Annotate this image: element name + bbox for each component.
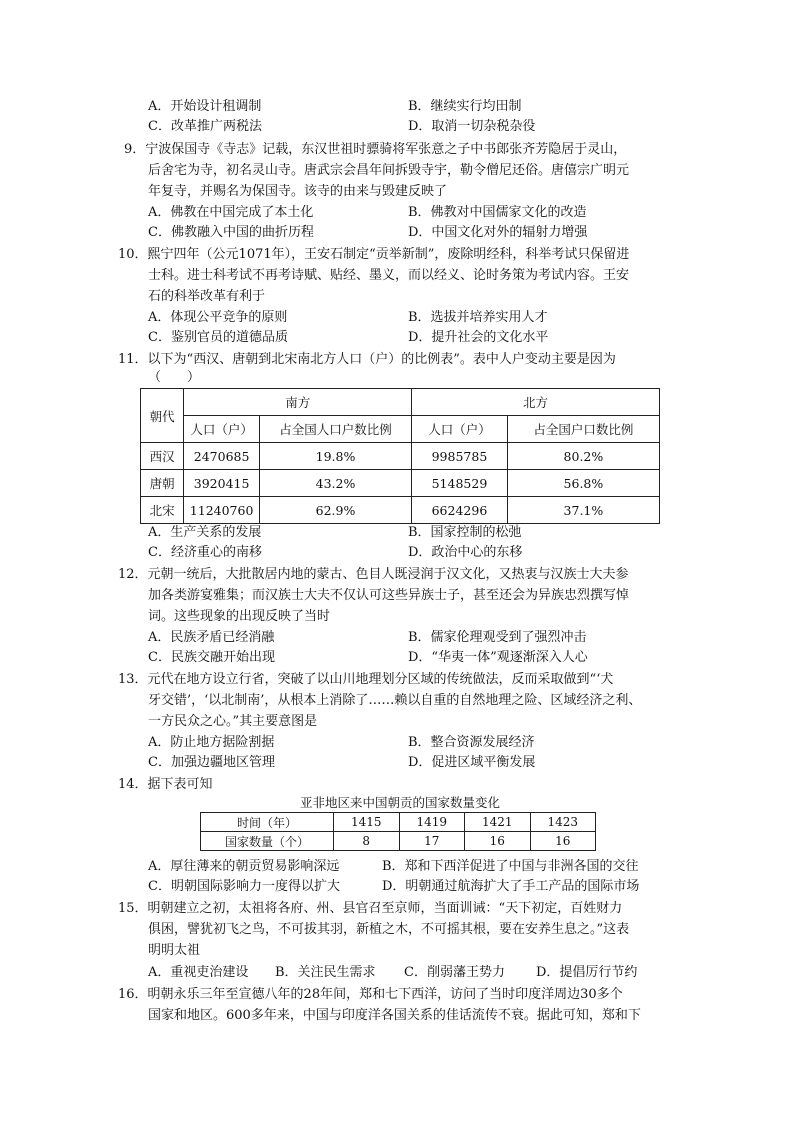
- q8-option-b[interactable]: B．继续实行均田制: [408, 99, 522, 114]
- q11-option-d[interactable]: D．政治中心的东移: [408, 545, 523, 560]
- row-label-year: 时间（年）: [201, 813, 334, 832]
- table-header-south: 南方: [184, 389, 412, 416]
- q16-line-2: 国家和地区。600多年来，中国与印度洋各国关系的佳话流传不衰。据此可知，郑和下: [148, 1008, 641, 1023]
- cell-dynasty: 北宋: [141, 497, 184, 524]
- cell-north-pop: 6624296: [412, 497, 508, 524]
- cell-north-ratio: 80.2%: [507, 443, 659, 470]
- q10-line-2: 士科。进士科考试不再考诗赋、贴经、墨义，而以经义、论时务策为考试内容。王安: [148, 268, 630, 283]
- q8-option-c[interactable]: C．改革推广两税法: [148, 119, 262, 134]
- q13-option-b[interactable]: B．整合资源发展经济: [408, 735, 535, 750]
- cell-year: 1423: [530, 813, 596, 832]
- q13-line-2: 牙交错’，‘以北制南’，从根本上消除了……赖以自重的自然地理之险、区域经济之利、: [148, 693, 642, 708]
- q8-option-d[interactable]: D．取消一切杂税杂役: [408, 119, 536, 134]
- table-row: [141, 497, 660, 524]
- cell-north-pop: 9985785: [412, 443, 508, 470]
- cell-count: 16: [465, 832, 531, 851]
- q14-option-b[interactable]: B．郑和下西洋促进了中国与非洲各国的交往: [382, 859, 639, 874]
- q14-option-c[interactable]: C．明朝国际影响力一度得以扩大: [148, 879, 340, 894]
- q13-option-a[interactable]: A．防止地方据险割据: [148, 735, 275, 750]
- q15-line-1: 15．明朝建立之初，太祖将各府、州、县官召至京师，当面训诫：“天下初定，百姓财力: [118, 901, 623, 916]
- q11-option-b[interactable]: B．国家控制的松弛: [408, 525, 522, 540]
- q10-line-1: 10．熙宁四年（公元1071年），王安石制定“贡举新制”，废除明经科，科举考试只保留进: [118, 247, 630, 262]
- q10-option-c[interactable]: C．鉴别官员的道德品质: [148, 330, 288, 345]
- q15-option-b[interactable]: B．关注民生需求: [275, 965, 376, 980]
- cell-south-ratio: 19.8%: [259, 443, 411, 470]
- q14-tribute-table: [200, 812, 596, 851]
- q8-option-a[interactable]: A．开始设计租调制: [148, 99, 262, 114]
- q13-option-c[interactable]: C．加强边疆地区管理: [148, 755, 275, 770]
- q12-line-3: 词。这些现象的出现反映了当时: [148, 609, 331, 624]
- cell-south-pop: 3920415: [184, 470, 260, 497]
- cell-north-ratio: 37.1%: [507, 497, 659, 524]
- cell-dynasty: 西汉: [141, 443, 184, 470]
- table-header-north-ratio: 占全国户口数比例: [507, 416, 659, 443]
- q10-option-d[interactable]: D．提升社会的文化水平: [408, 330, 549, 345]
- cell-north-ratio: 56.8%: [507, 470, 659, 497]
- q9-option-c[interactable]: C．佛教融入中国的曲折历程: [148, 225, 314, 240]
- q11-option-a[interactable]: A．生产关系的发展: [148, 525, 262, 540]
- q15-option-c[interactable]: C．削弱藩王势力: [404, 965, 505, 980]
- cell-south-ratio: 62.9%: [259, 497, 411, 524]
- table-header-dynasty: 朝代: [141, 389, 184, 443]
- cell-count: 8: [334, 832, 400, 851]
- q9-option-a[interactable]: A．佛教在中国完成了本土化: [148, 205, 314, 220]
- q11-option-c[interactable]: C．经济重心的南移: [148, 545, 262, 560]
- cell-south-ratio: 43.2%: [259, 470, 411, 497]
- row-label-count: 国家数量（个）: [201, 832, 334, 851]
- q10-line-3: 石的科举改革有利于: [148, 289, 266, 304]
- q11-line-1: 11．以下为“西汉、唐朝到北宋南北方人口（户）的比例表”。表中人户变动主要是因为: [118, 352, 616, 367]
- cell-year: 1421: [465, 813, 531, 832]
- q9-line-2: 后舍宅为寺，初名灵山寺。唐武宗会昌年间拆毁寺宇，勒令僧尼还俗。唐僖宗广明元: [148, 163, 630, 178]
- q9-option-b[interactable]: B．佛教对中国儒家文化的改造: [408, 205, 587, 220]
- q12-option-b[interactable]: B．儒家伦理观受到了强烈冲击: [408, 630, 587, 645]
- q13-line-3: 一方民众之心。”其主要意图是: [148, 714, 318, 729]
- cell-south-pop: 2470685: [184, 443, 260, 470]
- q15-line-2: 俱困，譬犹初飞之鸟，不可拔其羽，新植之木，不可摇其根，要在安养生息之。”这表: [148, 922, 630, 937]
- table-header-north-pop: 人口（户）: [412, 416, 508, 443]
- q12-option-d[interactable]: D．“华夷一体”观逐渐深入人心: [408, 650, 588, 665]
- table-header-south-ratio: 占全国人口户数比例: [259, 416, 411, 443]
- q14-option-a[interactable]: A．厚往薄来的朝贡贸易影响深远: [148, 859, 340, 874]
- q14-line-1: 14．据下表可知: [118, 777, 213, 792]
- cell-count: 16: [530, 832, 596, 851]
- q15-option-d[interactable]: D．提倡厉行节约: [536, 965, 638, 980]
- q14-option-d[interactable]: D．明朝通过航海扩大了手工产品的国际市场: [382, 879, 640, 894]
- q11-population-table: [140, 388, 660, 524]
- q9-option-d[interactable]: D．中国文化对外的辐射力增强: [408, 225, 588, 240]
- q16-line-1: 16．明朝永乐三年至宣德八年的28年间，郑和七下西洋，访问了当时印度洋周边30多个: [118, 987, 623, 1002]
- table-header-south-pop: 人口（户）: [184, 416, 260, 443]
- cell-year: 1419: [399, 813, 465, 832]
- q14-table-caption: 亚非地区来中国朝贡的国家数量变化: [300, 795, 501, 810]
- cell-south-pop: 11240760: [184, 497, 260, 524]
- cell-north-pop: 5148529: [412, 470, 508, 497]
- q12-option-a[interactable]: A．民族矛盾已经消融: [148, 630, 275, 645]
- table-row: [141, 443, 660, 470]
- q15-line-3: 明明太祖: [148, 943, 201, 958]
- q10-option-b[interactable]: B．选拔并培养实用人才: [408, 310, 548, 325]
- q12-option-c[interactable]: C．民族交融开始出现: [148, 650, 275, 665]
- q15-option-a[interactable]: A．重视吏治建设: [148, 965, 249, 980]
- table-row: [141, 470, 660, 497]
- q12-line-1: 12．元朝一统后，大批散居内地的蒙古、色目人既浸润于汉文化，又热衷与汉族士大夫参: [118, 567, 629, 582]
- cell-count: 17: [399, 832, 465, 851]
- q13-line-1: 13．元代在地方设立行省，突破了以山川地理划分区域的传统做法，反而采取做到“‘犬: [118, 672, 614, 687]
- q11-line-2: （ ）: [148, 370, 201, 385]
- cell-dynasty: 唐朝: [141, 470, 184, 497]
- q9-line-1: 9．宁波保国寺《寺志》记载，东汉世祖时骠骑将军张意之子中书郎张齐芳隐居于灵山，: [124, 142, 627, 157]
- q12-line-2: 加各类游宴雅集；而汉族士大夫不仅认可这些异族士子，甚至还会为异族忠烈撰写悼: [148, 588, 630, 603]
- q9-line-3: 年复寺，并赐名为保国寺。该寺的由来与毁建反映了: [148, 184, 448, 199]
- cell-year: 1415: [334, 813, 400, 832]
- table-header-north: 北方: [412, 389, 660, 416]
- q10-option-a[interactable]: A．体现公平竞争的原则: [148, 310, 288, 325]
- q13-option-d[interactable]: D．促进区域平衡发展: [408, 755, 536, 770]
